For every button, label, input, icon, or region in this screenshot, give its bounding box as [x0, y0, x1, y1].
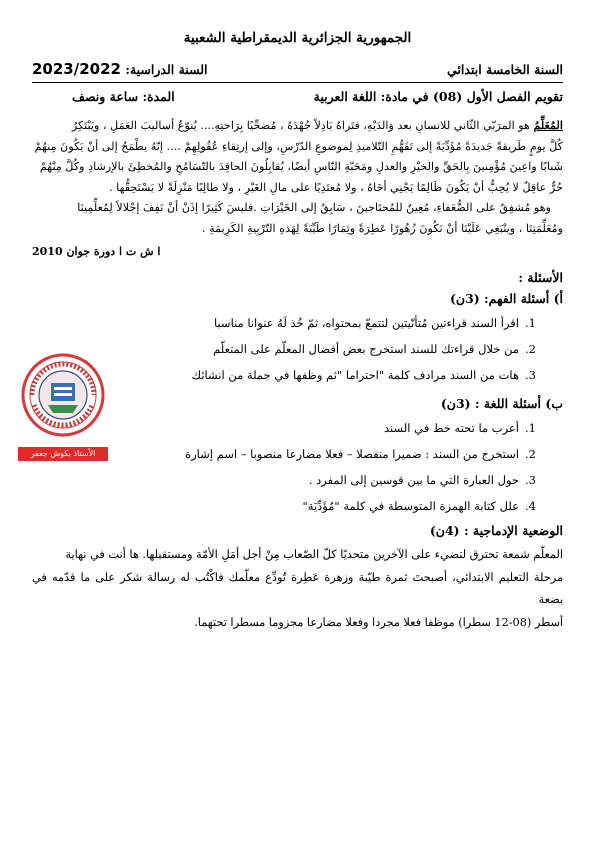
comprehension-questions	[32, 310, 563, 388]
question-item	[32, 415, 549, 441]
class-level: السنة الخامسة ابتدائي	[447, 62, 563, 77]
question-text: هات من السند مرادف كلمة "احتراما "ثم وظفها في جملة من انشائك	[191, 368, 519, 382]
stamp-label: الأستاذ بكوش جعفر	[18, 447, 108, 461]
integration-line: المعلّم شمعة تحترق لتضيء على الآخرين متحديًا كلّ الصّعاب مِنْ أجل أمَلِ الأمّة ومستقبلها. ها أنت في نهاية	[65, 548, 563, 561]
teacher-stamp	[18, 343, 108, 463]
question-item	[32, 310, 549, 336]
question-text: من خلال قراءتك للسند استخرج بعض أفضال المعلّم على المتعلّم	[213, 342, 519, 356]
integration-title: الوضعية الإدماجية : (4ن)	[429, 523, 563, 538]
question-number: 2.	[525, 447, 536, 461]
integration-line: مرحلة التعليم الابتدائي، أصبحتَ ثمرة طيّبة وزهرة عَطِرة تُودِّع معلّمك فاكْتُب له رسالة شكر على ما قدّمه في بضعة	[32, 570, 563, 606]
header-divider	[32, 82, 563, 83]
text-line: شَبابًا واعِينَ مُؤْمِنينَ بِالحَقِّ والخيْرِ والعدلِ ومَحَبّةِ النّاسِ أيضًا، يُقابِلُونَ الحاقِدَ بالتّسَامُحِ والمُخطِئَ بالإرشادِ وكُلَّ مِنْهُمْ	[39, 160, 563, 173]
question-item	[32, 362, 549, 388]
integration-text	[32, 544, 563, 634]
reading-text	[32, 115, 563, 239]
language-title: ب) أسئلة اللغة : (3ن)	[440, 396, 563, 411]
question-number: 3.	[525, 368, 536, 382]
question-item	[32, 493, 549, 519]
text-line	[32, 115, 563, 137]
exam-duration: المدة: ساعة ونصف	[72, 89, 175, 104]
question-number: 2.	[525, 342, 536, 356]
stamp-seal-icon	[18, 343, 108, 447]
text-source: ا ش ت ا دورة جوان 2010	[32, 245, 161, 258]
question-text: اقرأ السند قراءتين مُتأنّيتين لتتمعّ بمحتواه، ثمّ خُذ لَهُ عنوانا مناسبا	[213, 316, 519, 330]
question-number: 1.	[525, 316, 536, 330]
question-number: 1.	[525, 421, 536, 435]
text-line: كُلَّ يومٍ طَريقةً جَديدَةً مُؤَدِّيَةً إلى تَفَهُّمِ التّلاميذِ لِموضوعِ الدّرْسِ، وإلى إرتِقاءِ عُقُولِهِمْ .... إنّهُ يطْمَحُ إلى أنْ يَكُونَ مِنهُمْ	[34, 139, 563, 153]
exam-title: تقويم الفصل الأول (08) في مادة: اللغة العربية	[313, 89, 563, 104]
header-row-1	[32, 60, 563, 80]
text-line: وهو مُشفِقٌ على الضُّعَفاءِ، مُعِينٌ للمُحتَاجينَ ، سَابِقٌ إلى الخَيْرَاتِ .فليسَ كَثِيرًا إذَنْ أنْ نَفِفَ إجْلالاً لِمُعلِّمِينَا	[77, 201, 551, 214]
question-item	[32, 336, 549, 362]
keyword-underlined: المُعَلِّمُ	[533, 118, 563, 132]
text-line-content: هو المرَبّي الثّاني للانسانِ بعد وَالدَيْهِ، فتَراهُ بَاذِلاً جُهْدَهُ ، مُضحِّيًا بِرَاحتِهِ.... يُنوّعُ أساليبَ العَمَلِ ، ويَبْتَكِرُ	[71, 119, 534, 132]
integration-line: أسطر (08-12 سطرا) موظفا فعلا مجردا وفعلا مضارعا مجزوما مسطرا تحتهما.	[194, 615, 563, 629]
question-number: 4.	[525, 499, 536, 513]
question-text: أعرب ما تحته خط في السند	[383, 421, 519, 435]
school-year-label: السنة الدراسية:	[125, 62, 208, 77]
text-line: ومُعَلِّمَتِنَا ، وينْبَغِي عَلَيْنَا أنْ نَكُونَ زُهُورًا عَطِرَةً وثِمَارًا طَيِّبَةً لِهَذهِ التّرْبِيةِ الكَرِيمَةِ .	[202, 221, 563, 235]
questions-title: الأسئلة :	[518, 270, 563, 285]
question-text: علل كتابة الهمزة المتوسطة في كلمة "مُؤَدِّيَة"	[302, 499, 519, 513]
text-line: حُرٌّ عاقِلٌ لا يُحِبُّ أنْ يَكُونَ ظَالِمًا يَجْنِي أخَاهُ ، ولا مُعتَدِيًا على مالِ الغَيْرِ ، ولا طالِبًا مَنْزِلَةً لا يَسْتَحِقُّها .	[109, 180, 563, 194]
language-questions	[32, 415, 563, 519]
school-year	[32, 60, 208, 78]
question-item	[32, 441, 549, 467]
question-text: حول العبارة التي ما بين قوسين إلى المفرد .	[308, 473, 519, 487]
header-row-2	[32, 89, 563, 109]
question-number: 3.	[525, 473, 536, 487]
question-item	[32, 467, 549, 493]
question-text: استخرج من السند : ضميرا منفصلا – فعلا مضارعا منصوبا – اسم إشارة	[185, 447, 519, 461]
school-year-value: 2023/2022	[32, 60, 121, 78]
republic-header: الجمهورية الجزائرية الديمقراطية الشعبية	[183, 30, 412, 46]
comprehension-title: أ) أسئلة الفهم: (3ن)	[449, 291, 563, 306]
